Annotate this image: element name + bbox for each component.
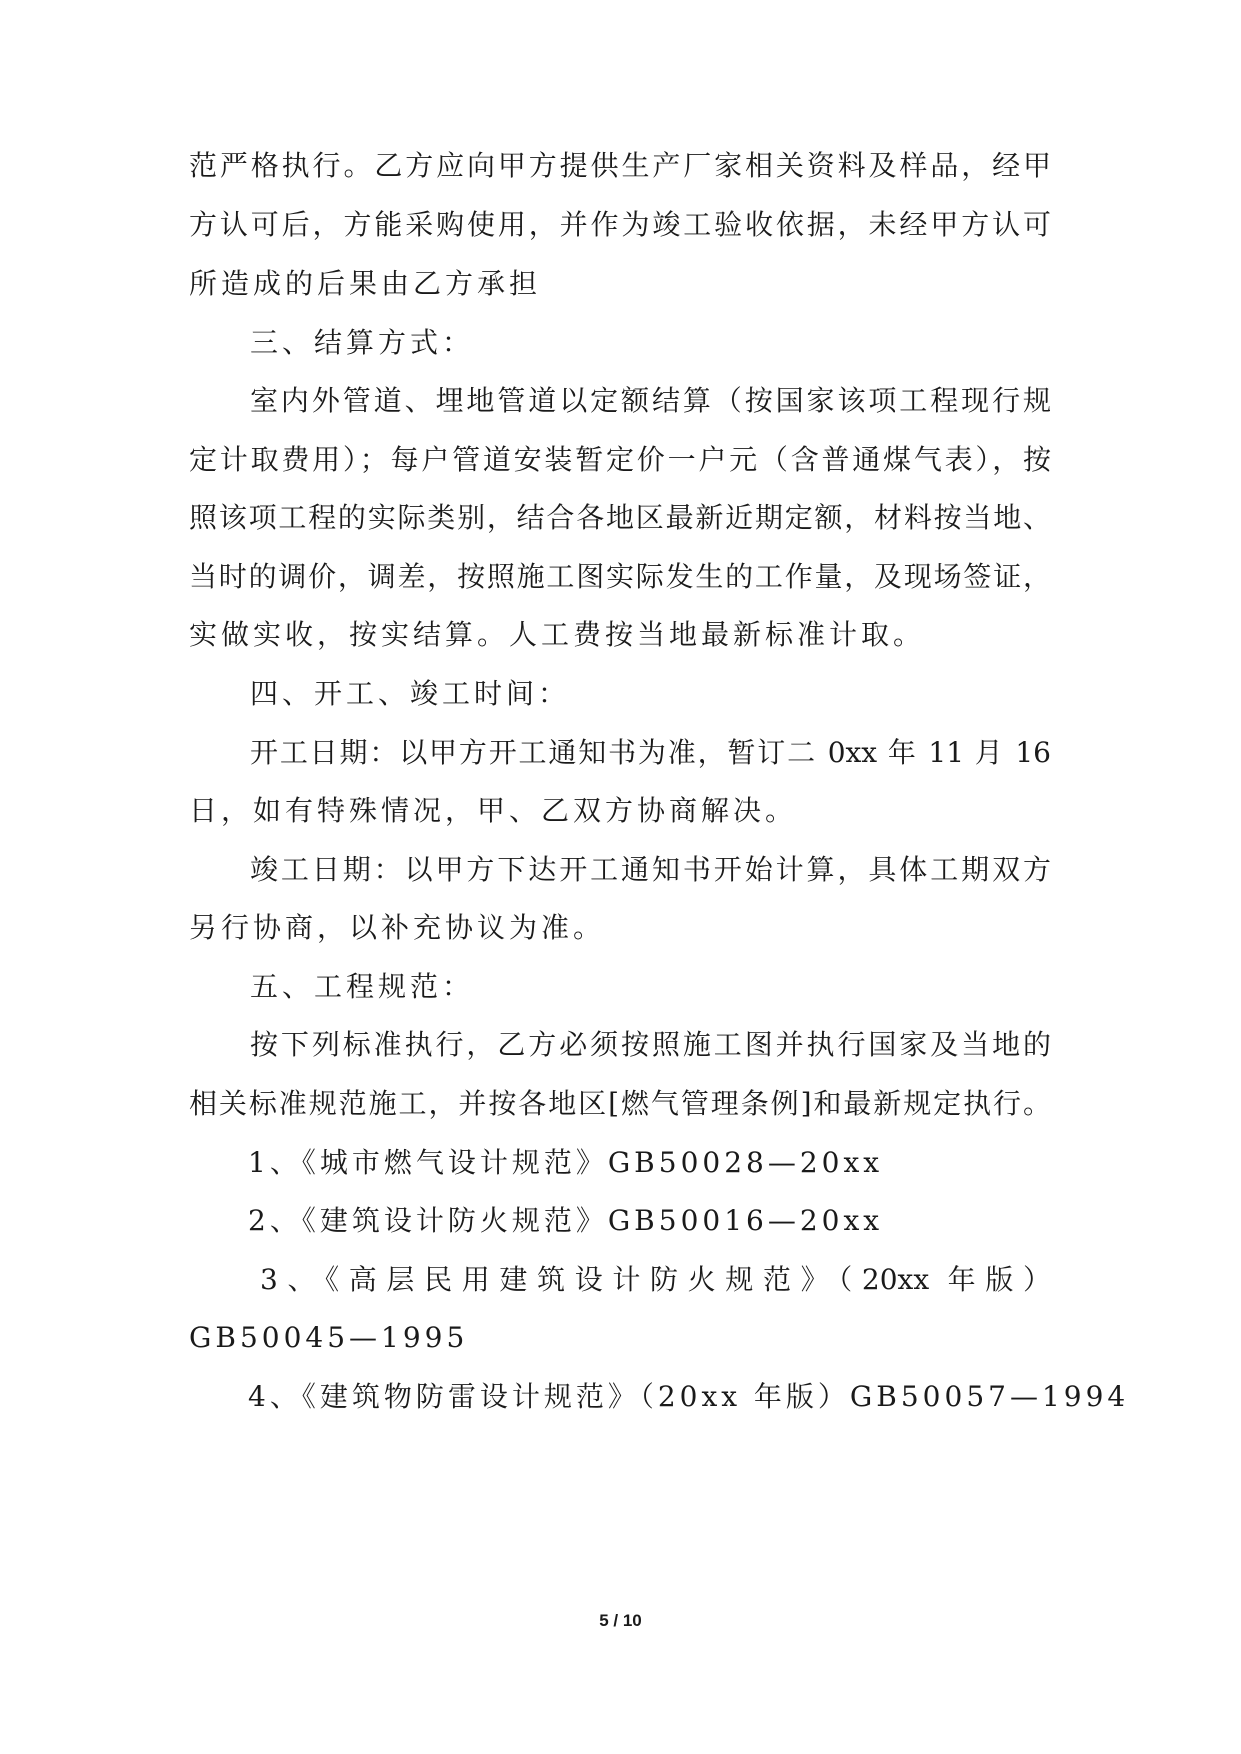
paragraph-line: 另行协商，以补充协议为准。 xyxy=(189,911,606,944)
standard-item: 4、《建筑物防雷设计规范》（20xx 年版）GB50057—1994 xyxy=(248,1380,1130,1413)
standard-item: 2、《建筑设计防火规范》GB50016—20xx xyxy=(248,1204,884,1237)
paragraph-line: 实做实收，按实结算。人工费按当地最新标准计取。 xyxy=(189,618,926,651)
paragraph-line: 照该项工程的实际类别，结合各地区最新近期定额，材料按当地、 xyxy=(189,501,1051,534)
page-number: 5 / 10 xyxy=(599,1611,642,1630)
paragraph-line: 室内外管道、埋地管道以定额结算（按国家该项工程现行规 xyxy=(250,384,1051,417)
standard-item: 1、《城市燃气设计规范》GB50028—20xx xyxy=(248,1146,884,1179)
paragraph-line: 定计取费用）；每户管道安装暂定价一户元（含普通煤气表），按 xyxy=(189,443,1051,476)
section-heading: 四、开工、竣工时间： xyxy=(250,677,571,710)
standard-item: 3、《高层民用建筑设计防火规范》（20xx 年版） xyxy=(260,1263,1051,1296)
standard-item: GB50045—1995 xyxy=(189,1321,469,1354)
paragraph-line: 当时的调价，调差，按照施工图实际发生的工作量，及现场签证， xyxy=(189,560,1051,593)
paragraph-line: 按下列标准执行，乙方必须按照施工图并执行国家及当地的 xyxy=(250,1028,1051,1061)
section-heading: 五、工程规范： xyxy=(250,970,475,1003)
paragraph-line: 方认可后，方能采购使用，并作为竣工验收依据，未经甲方认可 xyxy=(189,208,1051,241)
paragraph-line: 所造成的后果由乙方承担 xyxy=(189,267,542,300)
section-heading: 三、结算方式： xyxy=(250,326,475,359)
paragraph-line: 竣工日期：以甲方下达开工通知书开始计算，具体工期双方 xyxy=(250,853,1051,886)
paragraph-line: 相关标准规范施工，并按各地区[燃气管理条例]和最新规定执行。 xyxy=(189,1087,1051,1120)
paragraph-line: 开工日期：以甲方开工通知书为准，暂订二 0xx 年 11 月 16 xyxy=(250,736,1051,769)
paragraph-line: 日，如有特殊情况，甲、乙双方协商解决。 xyxy=(189,794,798,827)
paragraph-line: 范严格执行。乙方应向甲方提供生产厂家相关资料及样品，经甲 xyxy=(189,149,1051,182)
